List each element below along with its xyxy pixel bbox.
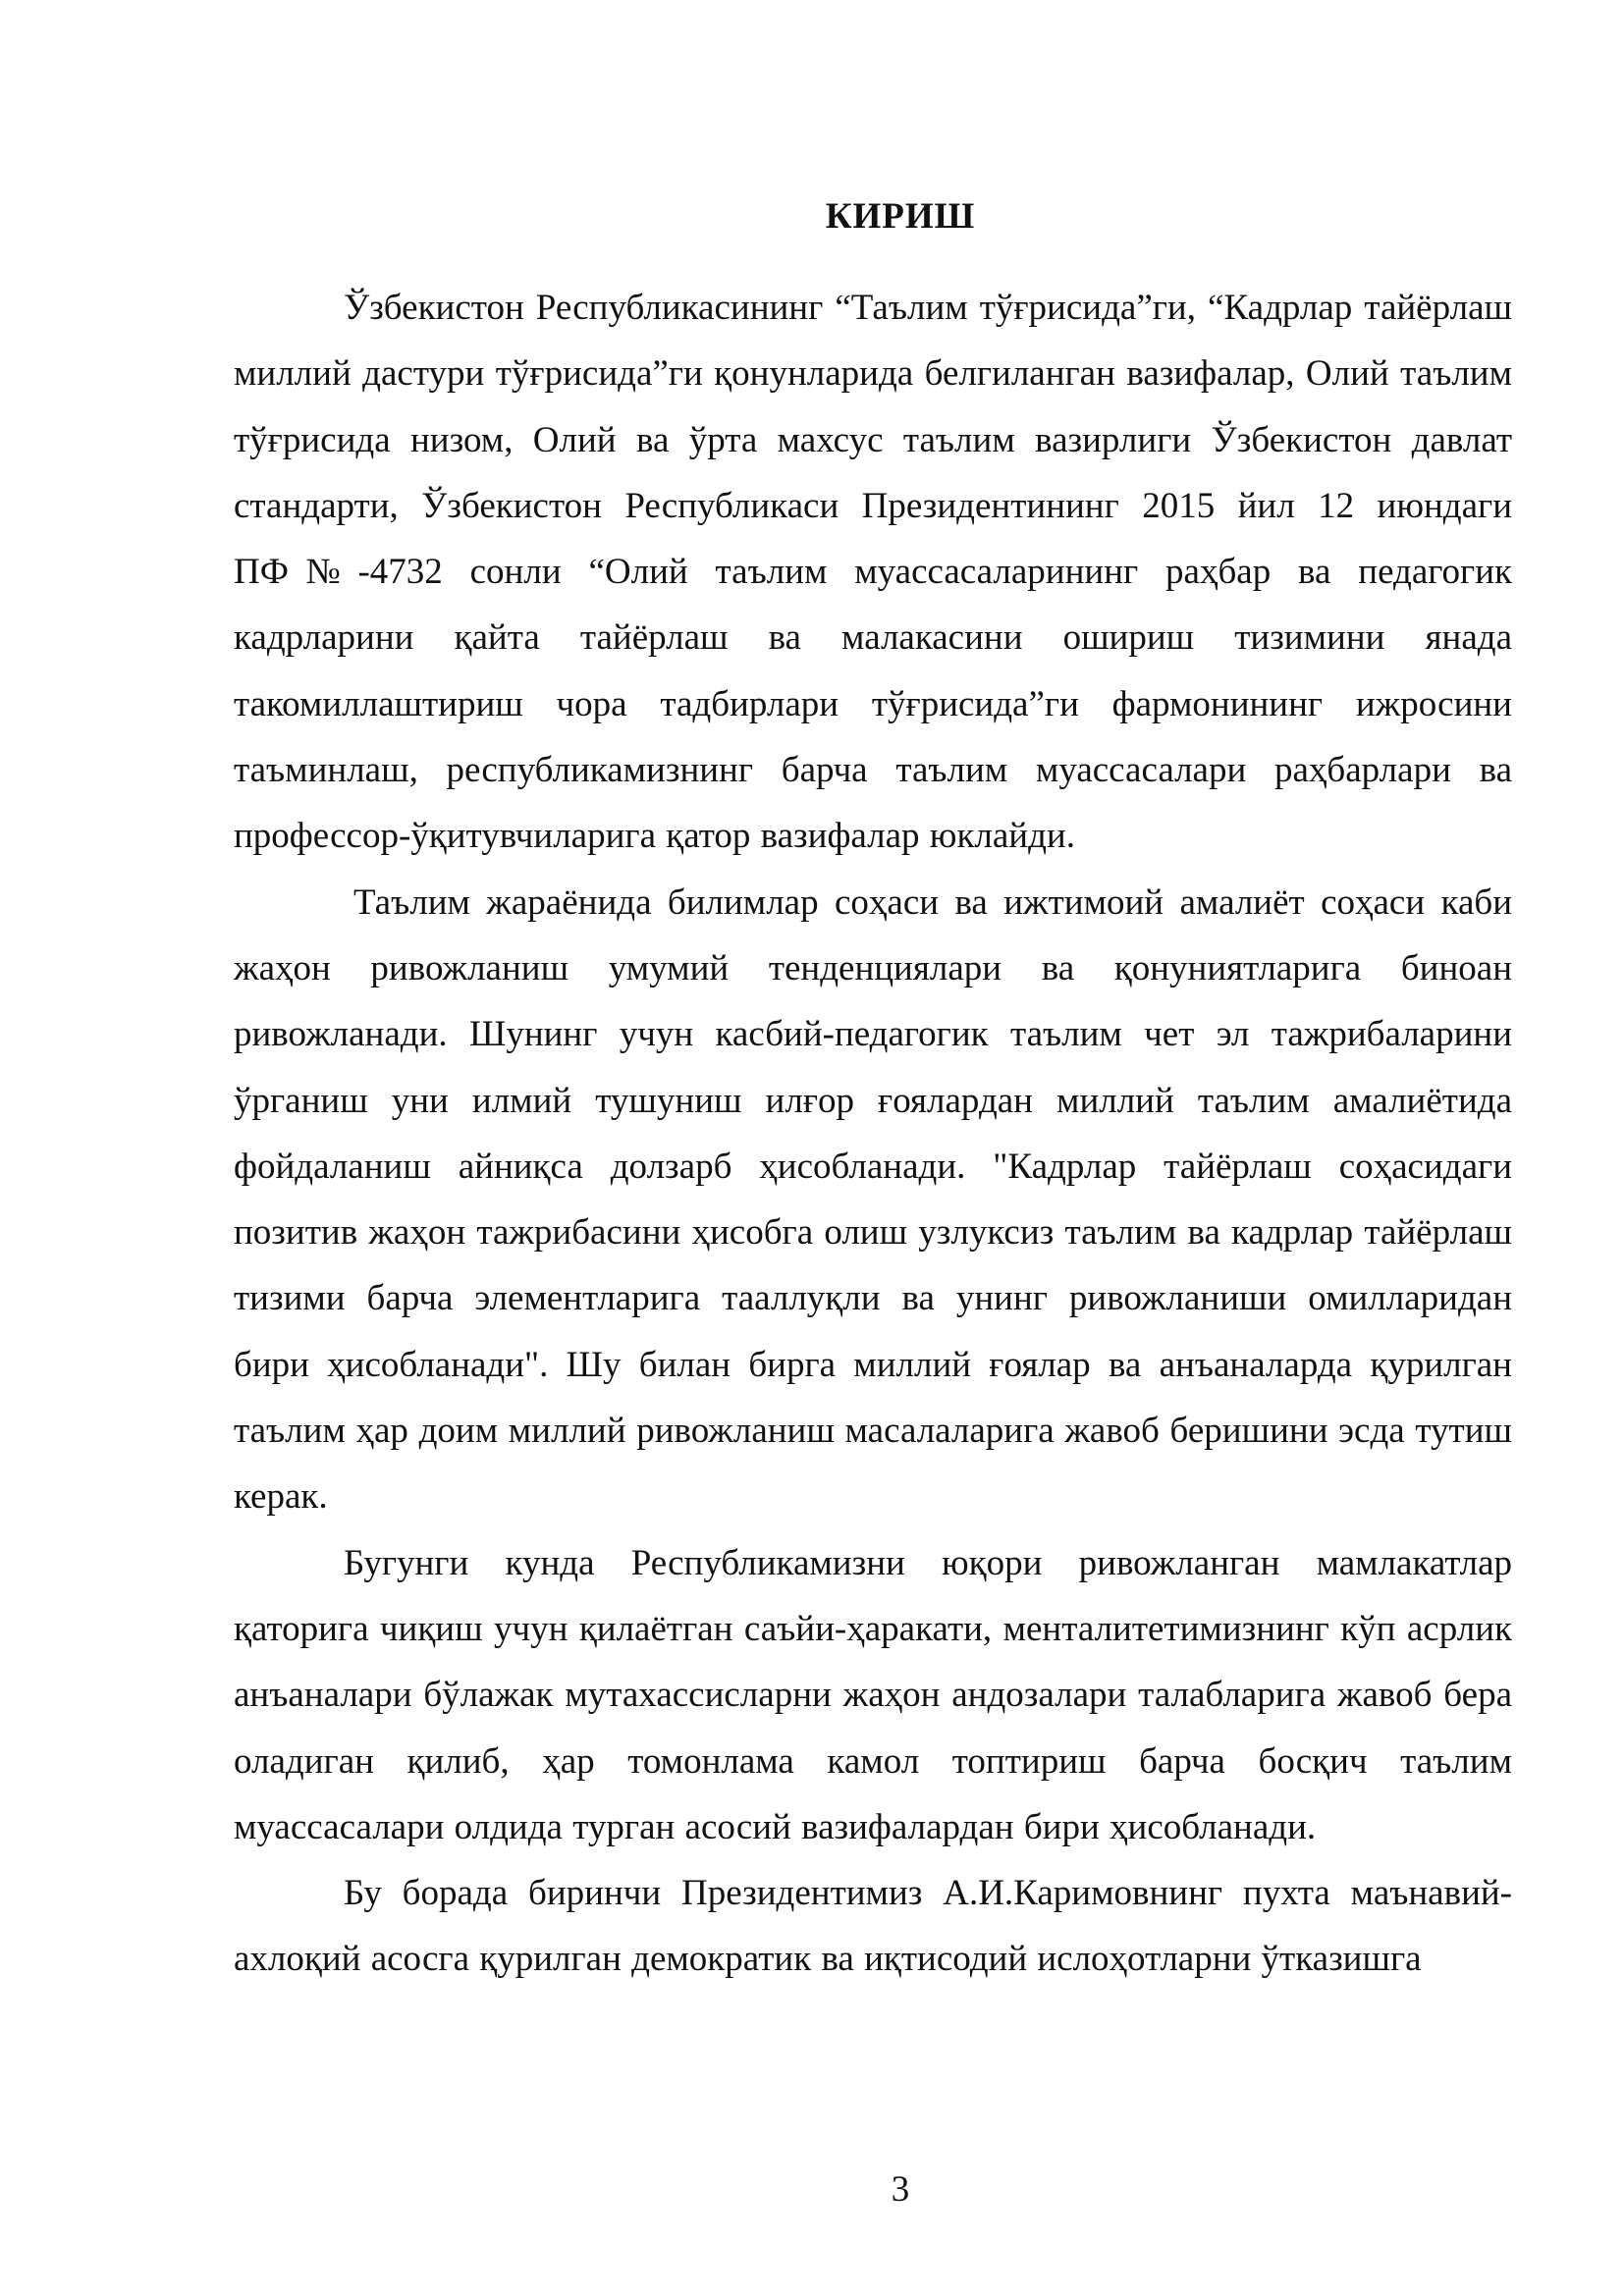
page-title: КИРИШ — [825, 196, 976, 237]
paragraph-4: Бу борада биринчи Президентимиз А.И.Каримовнинг пухта маънавий-ахлоқий асосга қурилган демократик ва иқтисодий ислоҳотларни ўтказишга — [234, 1873, 1512, 1980]
paragraph-1: Ўзбекистон Республикасининг “Таълим тўғрисида”ги, “Кадрлар тайёрлаш миллий дастури тўғрисида”ги қонунларида белгиланган вазифалар, Олий таълим тўғрисида низом, Олий ва ўрта махсус таълим вазирлиги Ўзбекистон давлат стандарти, Ўзбекистон Республикаси Президентининг 2015 йил 12 июндаги ПФ№-4732 сонли “Олий таълим муассасаларининг раҳбар ва педагогик кадрларини қайта тайёрлаш ва малакасини ошириш тизимини янада такомиллаштириш чора тадбирлари тўғрисида”ги фармонининг ижросини таъминлаш, республикамизнинг барча таълим муассасалари раҳбарлари ва профессор-ўқитувчиларига қатор вазифалар юклайди. — [234, 288, 1512, 857]
document-body — [234, 275, 1512, 1993]
paragraph-2: Таълим жараёнида билимлар соҳаси ва ижтимоий амалиёт соҳаси каби жаҳон ривожланиш умумий тенденциялари ва қонуниятларига биноан ривожланади. Шунинг учун касбий-педагогик таълим чет эл тажрибаларини ўрганиш уни илмий тушуниш илғор ғоялардан миллий таълим амалиётида фойдаланиш айниқса долзарб ҳисобланади. "Кадрлар тайёрлаш соҳасидаги позитив жаҳон тажрибасини ҳисобга олиш узлуксиз таълим ва кадрлар тайёрлаш тизими барча элементларига тааллуқли ва унинг ривожланиши омилларидан бири ҳисобланади". Шу билан бирга миллий ғоялар ва анъаналарда қурилган таълим ҳар доим миллий ривожланиш масалаларига жавоб беришини эсда тутиш керак. — [234, 881, 1512, 1518]
page-number: 3 — [891, 2169, 910, 2210]
paragraph-3: Бугунги кунда Республикамизни юқори ривожланган мамлакатлар қаторига чиқиш учун қилаётган саъйи-ҳаракати, менталитетимизнинг кўп асрлик анъаналари бўлажак мутахассисларни жаҳон андозалари талабларига жавоб бера оладиган қилиб, ҳар томонлама камол топтириш барча босқич таълим муассасалари олдида турган асосий вазифалардан бири ҳисобланади. — [234, 1542, 1512, 1847]
